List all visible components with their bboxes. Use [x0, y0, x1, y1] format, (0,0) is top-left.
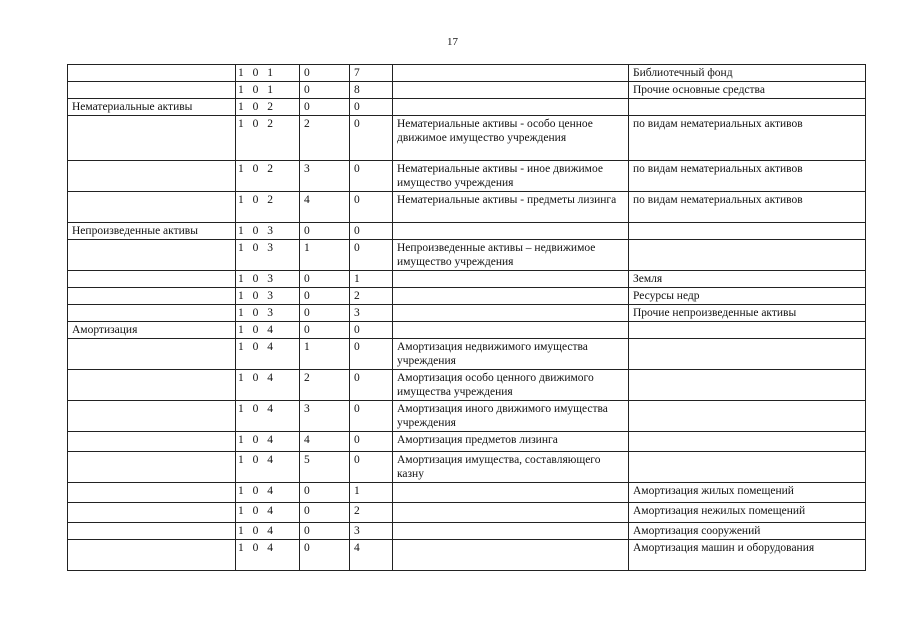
- analytic-code-cell: 3: [350, 523, 393, 540]
- subaccount-cell: 5: [300, 452, 350, 483]
- note-cell: Земля: [629, 271, 866, 288]
- table-row: [68, 523, 866, 540]
- description-cell: Амортизация недвижимого имущества учреждения: [393, 339, 629, 370]
- group-cell: [68, 161, 236, 192]
- subaccount-cell: 3: [300, 401, 350, 432]
- table-row: [68, 432, 866, 452]
- analytic-code-cell: 1: [350, 483, 393, 503]
- account-code-cell: 1 0 4: [236, 322, 300, 339]
- description-cell: [393, 523, 629, 540]
- group-cell: [68, 540, 236, 571]
- note-cell: [629, 432, 866, 452]
- account-code-cell: 1 0 1: [236, 82, 300, 99]
- analytic-code-cell: 2: [350, 503, 393, 523]
- analytic-code-cell: 0: [350, 240, 393, 271]
- table-row: [68, 161, 866, 192]
- analytic-code-cell: 0: [350, 322, 393, 339]
- description-cell: Нематериальные активы - предметы лизинга: [393, 192, 629, 223]
- account-code-cell: 1 0 1: [236, 65, 300, 82]
- note-cell: [629, 452, 866, 483]
- group-cell: [68, 370, 236, 401]
- subaccount-cell: 0: [300, 99, 350, 116]
- group-cell: [68, 452, 236, 483]
- subaccount-cell: 2: [300, 116, 350, 161]
- analytic-code-cell: 0: [350, 223, 393, 240]
- subaccount-cell: 0: [300, 483, 350, 503]
- subaccount-cell: 2: [300, 370, 350, 401]
- subaccount-cell: 4: [300, 192, 350, 223]
- note-cell: [629, 339, 866, 370]
- subaccount-cell: 1: [300, 240, 350, 271]
- table-row: [68, 322, 866, 339]
- description-cell: Нематериальные активы - иное движимое имущество учреждения: [393, 161, 629, 192]
- table-row: [68, 240, 866, 271]
- note-cell: Амортизация сооружений: [629, 523, 866, 540]
- group-cell: [68, 116, 236, 161]
- description-cell: Амортизация иного движимого имущества учреждения: [393, 401, 629, 432]
- description-cell: Амортизация предметов лизинга: [393, 432, 629, 452]
- table-row: [68, 305, 866, 322]
- table-row: [68, 99, 866, 116]
- table-row: [68, 483, 866, 503]
- description-cell: Нематериальные активы - особо ценное движимое имущество учреждения: [393, 116, 629, 161]
- description-cell: [393, 305, 629, 322]
- account-code-cell: 1 0 2: [236, 116, 300, 161]
- account-code-cell: 1 0 3: [236, 223, 300, 240]
- group-cell: [68, 192, 236, 223]
- table-row: [68, 271, 866, 288]
- note-cell: [629, 240, 866, 271]
- account-code-cell: 1 0 4: [236, 432, 300, 452]
- group-cell: [68, 288, 236, 305]
- subaccount-cell: 0: [300, 523, 350, 540]
- group-cell: [68, 523, 236, 540]
- description-cell: [393, 540, 629, 571]
- group-cell: Непроизведенные активы: [68, 223, 236, 240]
- analytic-code-cell: 0: [350, 99, 393, 116]
- table-row: [68, 540, 866, 571]
- subaccount-cell: 0: [300, 288, 350, 305]
- group-cell: [68, 401, 236, 432]
- description-cell: [393, 288, 629, 305]
- note-cell: Прочие основные средства: [629, 82, 866, 99]
- account-code-cell: 1 0 3: [236, 305, 300, 322]
- account-code-cell: 1 0 4: [236, 483, 300, 503]
- note-cell: Ресурсы недр: [629, 288, 866, 305]
- analytic-code-cell: 0: [350, 370, 393, 401]
- group-cell: [68, 271, 236, 288]
- analytic-code-cell: 8: [350, 82, 393, 99]
- analytic-code-cell: 0: [350, 401, 393, 432]
- table-row: [68, 65, 866, 82]
- account-code-cell: 1 0 3: [236, 271, 300, 288]
- analytic-code-cell: 0: [350, 161, 393, 192]
- account-code-cell: 1 0 3: [236, 240, 300, 271]
- analytic-code-cell: 4: [350, 540, 393, 571]
- group-cell: Амортизация: [68, 322, 236, 339]
- account-code-cell: 1 0 4: [236, 503, 300, 523]
- subaccount-cell: 0: [300, 223, 350, 240]
- table-row: [68, 452, 866, 483]
- accounts-table: [67, 64, 866, 571]
- description-cell: [393, 82, 629, 99]
- table-row: [68, 192, 866, 223]
- note-cell: Библиотечный фонд: [629, 65, 866, 82]
- account-code-cell: 1 0 4: [236, 540, 300, 571]
- note-cell: [629, 223, 866, 240]
- account-code-cell: 1 0 4: [236, 370, 300, 401]
- group-cell: [68, 240, 236, 271]
- account-code-cell: 1 0 2: [236, 192, 300, 223]
- account-code-cell: 1 0 4: [236, 401, 300, 432]
- page-number: 17: [447, 36, 458, 48]
- group-cell: [68, 65, 236, 82]
- subaccount-cell: 0: [300, 322, 350, 339]
- note-cell: Амортизация машин и оборудования: [629, 540, 866, 571]
- description-cell: Амортизация особо ценного движимого имущества учреждения: [393, 370, 629, 401]
- subaccount-cell: 0: [300, 540, 350, 571]
- analytic-code-cell: 1: [350, 271, 393, 288]
- subaccount-cell: 0: [300, 82, 350, 99]
- analytic-code-cell: 0: [350, 339, 393, 370]
- description-cell: [393, 503, 629, 523]
- table-row: [68, 223, 866, 240]
- description-cell: [393, 271, 629, 288]
- analytic-code-cell: 2: [350, 288, 393, 305]
- group-cell: [68, 483, 236, 503]
- description-cell: [393, 483, 629, 503]
- group-cell: [68, 503, 236, 523]
- note-cell: [629, 99, 866, 116]
- subaccount-cell: 0: [300, 503, 350, 523]
- account-code-cell: 1 0 4: [236, 339, 300, 370]
- group-cell: [68, 432, 236, 452]
- analytic-code-cell: 0: [350, 432, 393, 452]
- note-cell: [629, 370, 866, 401]
- note-cell: по видам нематериальных активов: [629, 192, 866, 223]
- subaccount-cell: 0: [300, 65, 350, 82]
- analytic-code-cell: 0: [350, 192, 393, 223]
- account-code-cell: 1 0 4: [236, 523, 300, 540]
- group-cell: [68, 82, 236, 99]
- group-cell: Нематериальные активы: [68, 99, 236, 116]
- analytic-code-cell: 3: [350, 305, 393, 322]
- description-cell: [393, 99, 629, 116]
- description-cell: [393, 65, 629, 82]
- account-code-cell: 1 0 4: [236, 452, 300, 483]
- analytic-code-cell: 0: [350, 452, 393, 483]
- note-cell: [629, 401, 866, 432]
- description-cell: Амортизация имущества, составляющего казну: [393, 452, 629, 483]
- note-cell: Амортизация нежилых помещений: [629, 503, 866, 523]
- table-row: [68, 116, 866, 161]
- subaccount-cell: 0: [300, 305, 350, 322]
- analytic-code-cell: 0: [350, 116, 393, 161]
- note-cell: по видам нематериальных активов: [629, 161, 866, 192]
- subaccount-cell: 0: [300, 271, 350, 288]
- account-code-cell: 1 0 2: [236, 161, 300, 192]
- table-row: [68, 503, 866, 523]
- group-cell: [68, 305, 236, 322]
- note-cell: Амортизация жилых помещений: [629, 483, 866, 503]
- subaccount-cell: 1: [300, 339, 350, 370]
- table-row: [68, 401, 866, 432]
- subaccount-cell: 4: [300, 432, 350, 452]
- description-cell: [393, 322, 629, 339]
- table-row: [68, 288, 866, 305]
- account-code-cell: 1 0 2: [236, 99, 300, 116]
- table-row: [68, 339, 866, 370]
- note-cell: [629, 322, 866, 339]
- group-cell: [68, 339, 236, 370]
- table-row: [68, 82, 866, 99]
- analytic-code-cell: 7: [350, 65, 393, 82]
- note-cell: по видам нематериальных активов: [629, 116, 866, 161]
- account-code-cell: 1 0 3: [236, 288, 300, 305]
- description-cell: [393, 223, 629, 240]
- subaccount-cell: 3: [300, 161, 350, 192]
- note-cell: Прочие непроизведенные активы: [629, 305, 866, 322]
- table-row: [68, 370, 866, 401]
- description-cell: Непроизведенные активы – недвижимое имущество учреждения: [393, 240, 629, 271]
